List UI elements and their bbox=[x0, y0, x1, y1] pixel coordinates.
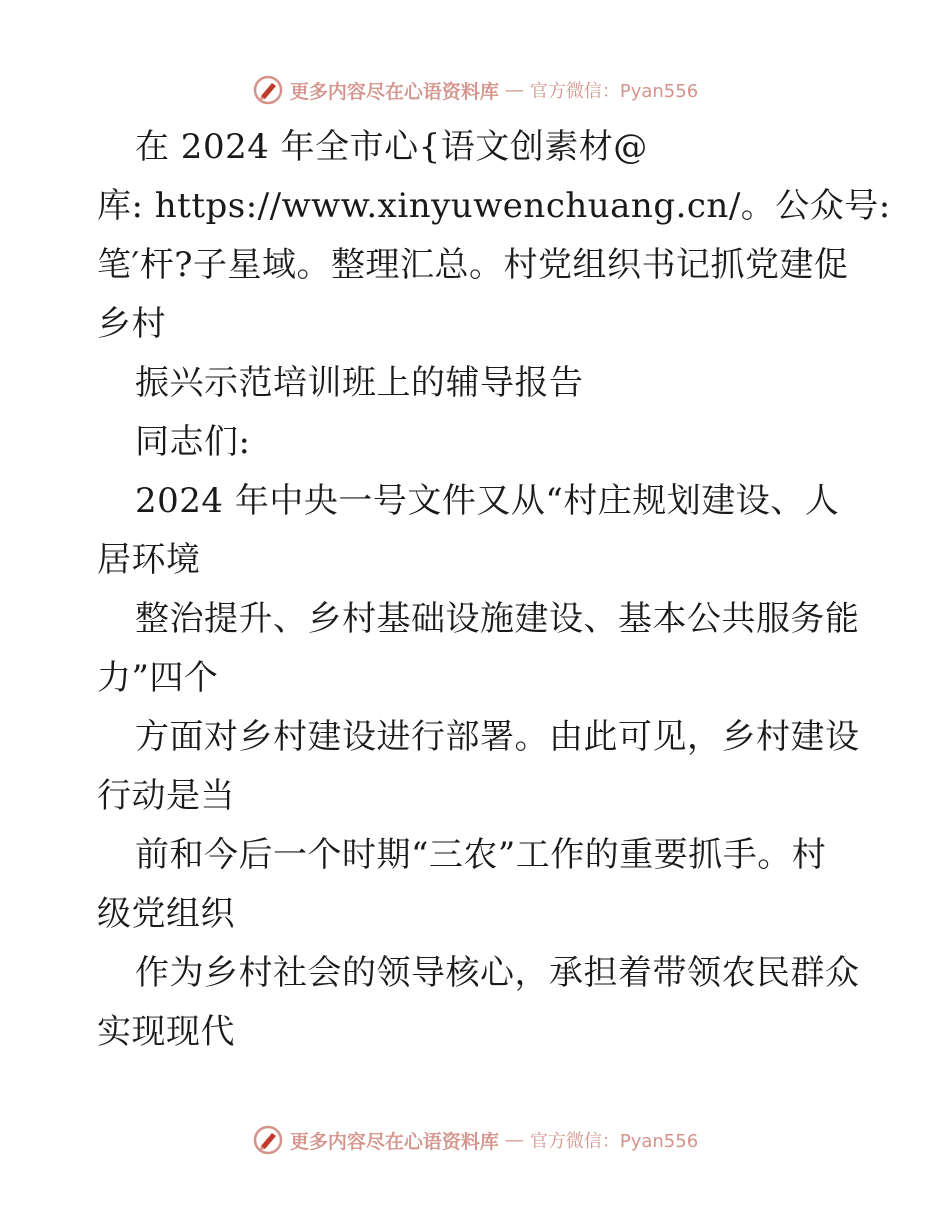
text-line: 同志们: bbox=[135, 422, 251, 462]
text-line: 库: https://www.xinyuwenchuang.cn/。公众号: bbox=[97, 186, 891, 226]
header-banner bbox=[0, 70, 950, 110]
document-body bbox=[97, 124, 891, 1068]
banner-separator: — bbox=[504, 79, 524, 101]
text-line: 居环境 bbox=[97, 540, 201, 580]
banner-title: 更多内容尽在心语资料库 bbox=[289, 1130, 499, 1153]
text-line: 乡村 bbox=[97, 304, 166, 344]
banner-separator: — bbox=[504, 1129, 524, 1151]
banner-wechat: 官方微信：Pyan556 bbox=[529, 81, 699, 102]
text-line: 作为乡村社会的领导核心，承担着带领农民群众 bbox=[135, 953, 860, 993]
banner-title: 更多内容尽在心语资料库 bbox=[289, 80, 499, 103]
text-line: 行动是当 bbox=[97, 776, 235, 816]
banner-wechat: 官方微信：Pyan556 bbox=[529, 1131, 699, 1152]
text-line: 级党组织 bbox=[97, 894, 235, 934]
pen-seal-icon bbox=[252, 74, 284, 106]
text-line: 在 2024 年全市心{语文创素材@ bbox=[135, 127, 648, 167]
text-line: 振兴示范培训班上的辅导报告 bbox=[135, 363, 584, 403]
footer-banner bbox=[0, 1120, 950, 1160]
text-line: 前和今后一个时期“三农”工作的重要抓手。村 bbox=[135, 835, 827, 875]
text-line: 笔′杆?子星域。整理汇总。村党组织书记抓党建促 bbox=[97, 245, 849, 285]
text-line: 整治提升、乡村基础设施建设、基本公共服务能 bbox=[135, 599, 860, 639]
text-line: 实现现代 bbox=[97, 1012, 235, 1052]
text-line: 方面对乡村建设进行部署。由此可见，乡村建设 bbox=[135, 717, 860, 757]
pen-seal-icon bbox=[252, 1124, 284, 1156]
text-line: 力”四个 bbox=[97, 658, 219, 698]
text-line: 2024 年中央一号文件又从“村庄规划建设、人 bbox=[135, 481, 840, 521]
